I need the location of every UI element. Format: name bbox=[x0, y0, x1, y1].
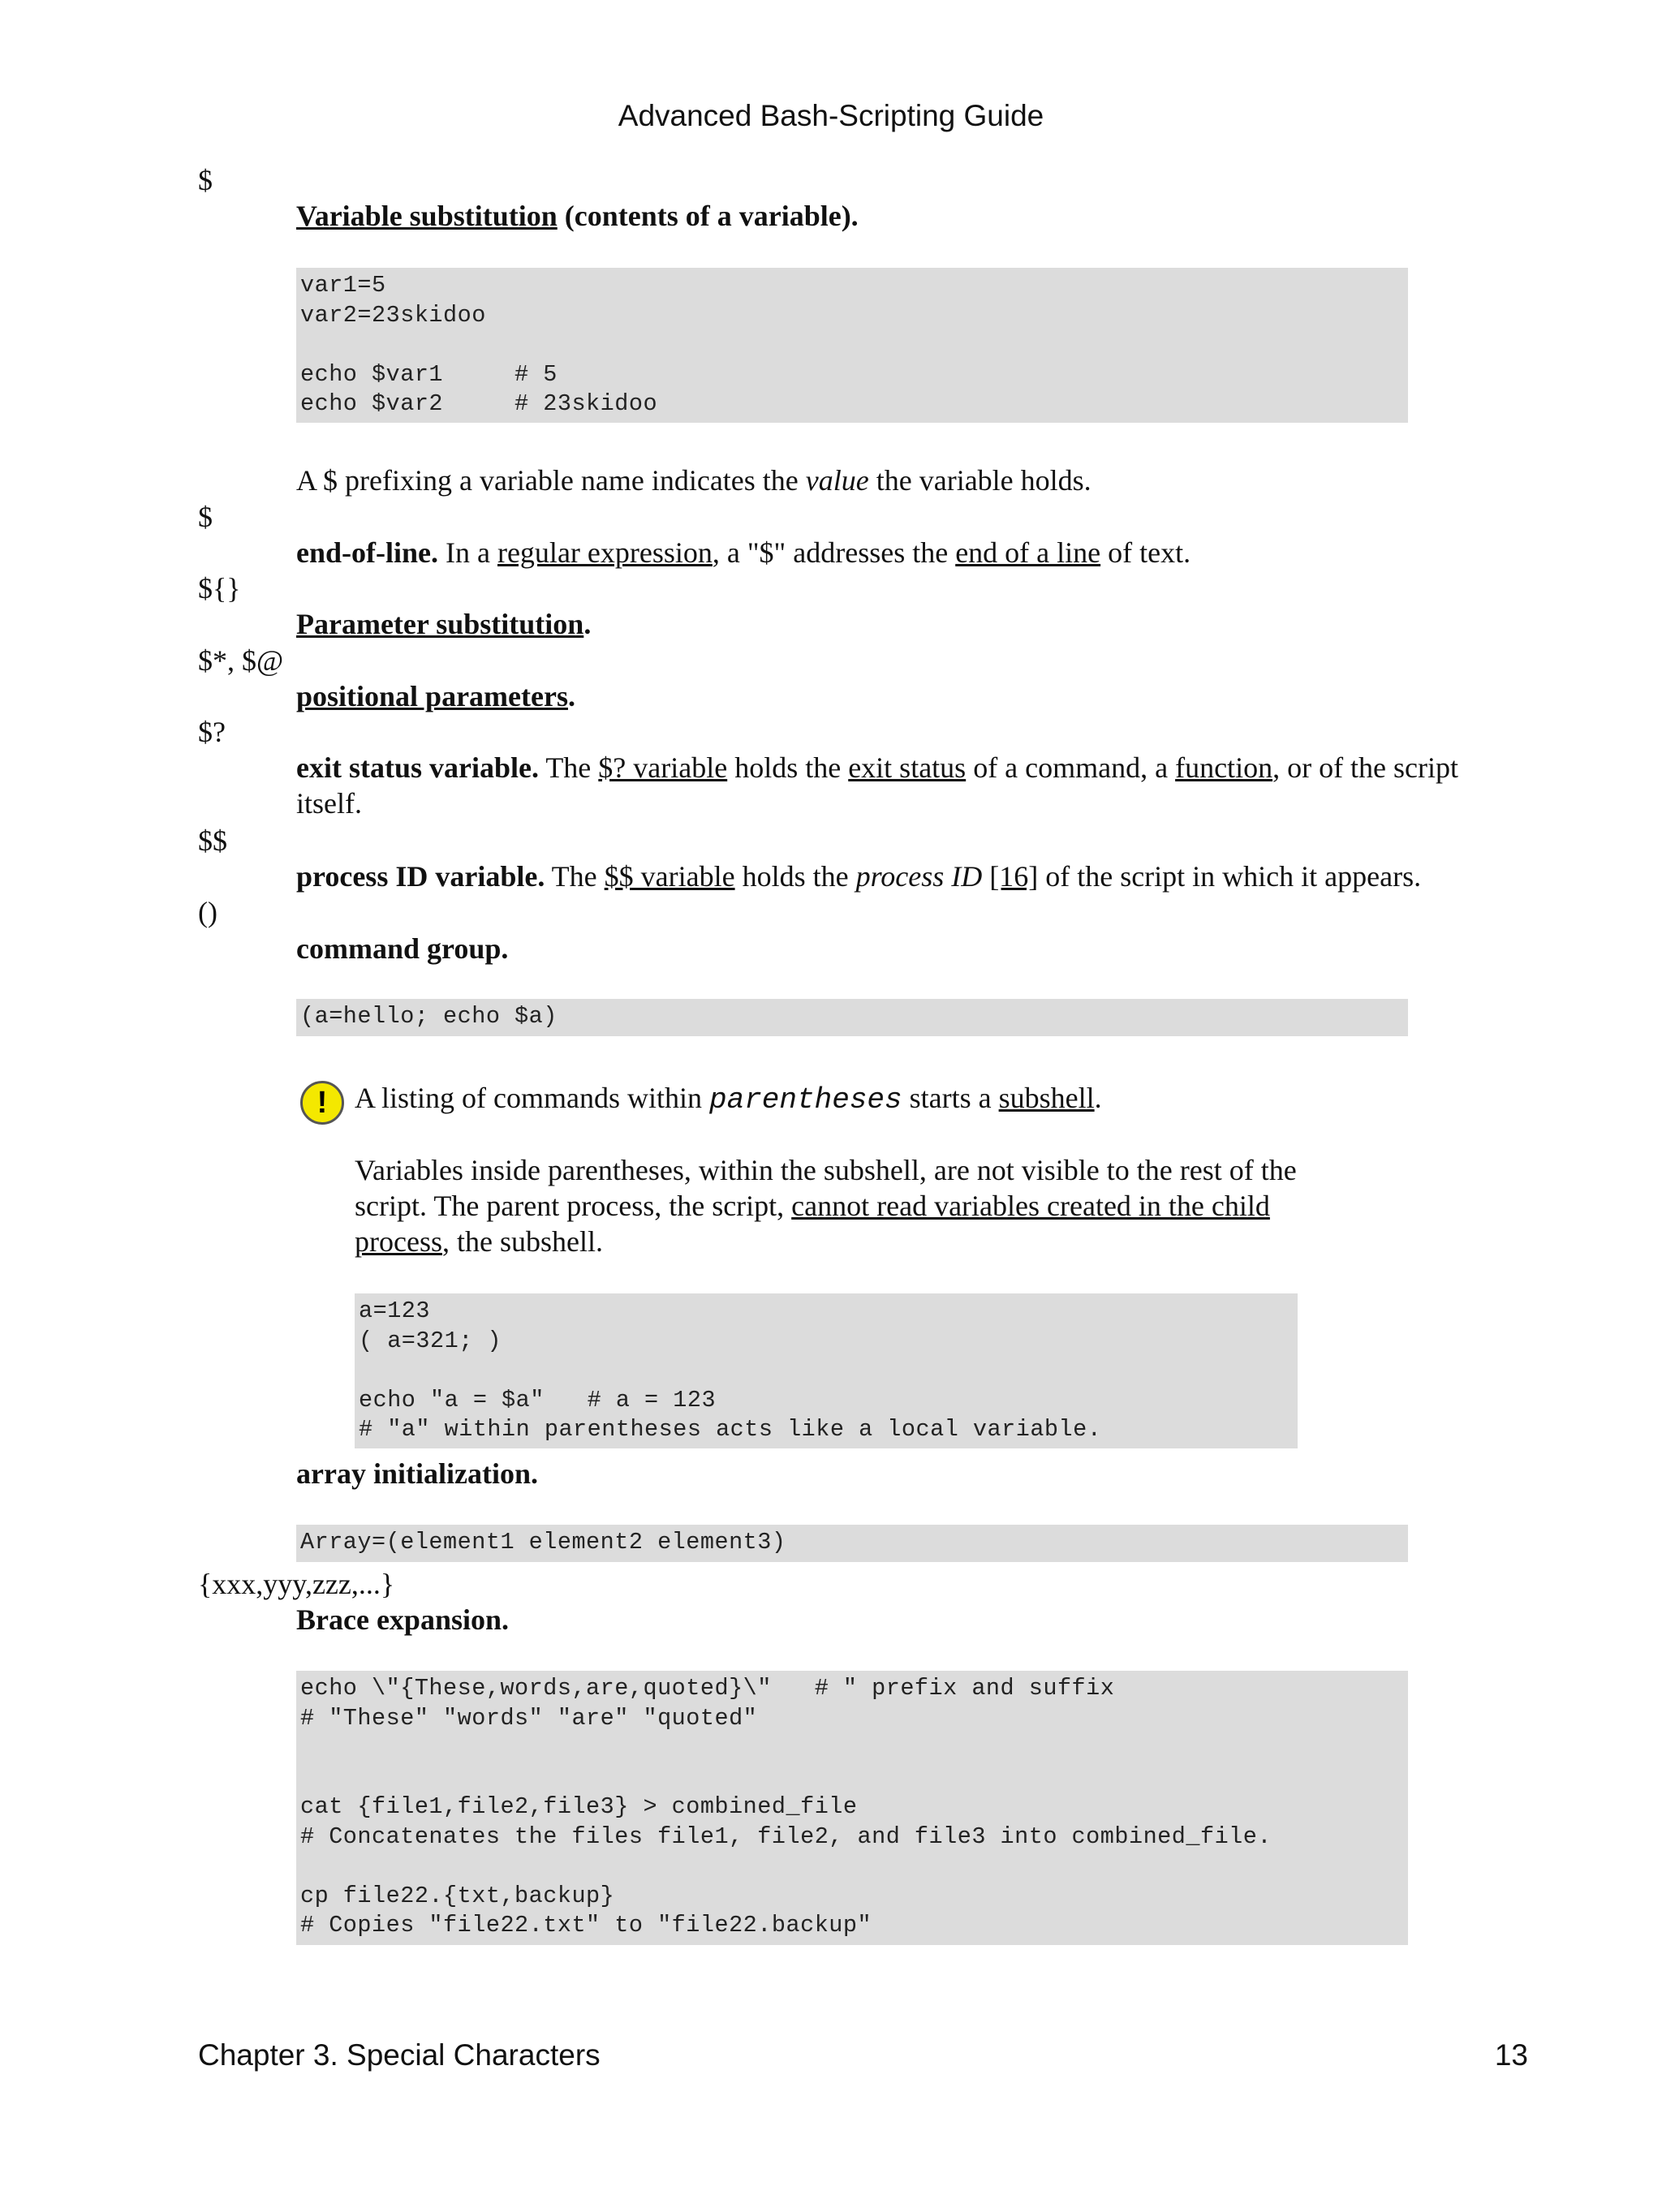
term-dollar-braces: ${} bbox=[198, 572, 241, 605]
def-bold: Brace expansion. bbox=[296, 1603, 510, 1636]
term-parentheses: () bbox=[198, 896, 217, 928]
def-emphasis: process ID bbox=[855, 860, 983, 893]
variable-substitution-link[interactable]: Variable substitution bbox=[296, 200, 558, 232]
code-block-array: Array=(element1 element2 element3) bbox=[296, 1525, 1408, 1562]
def-text: holds the bbox=[734, 860, 856, 893]
def-bold: exit status variable. bbox=[296, 751, 539, 784]
def-text: of a command, a bbox=[966, 751, 1176, 784]
def-process-id bbox=[296, 859, 1513, 894]
page-number: 13 bbox=[1494, 2038, 1528, 2072]
note-text: . bbox=[1094, 1082, 1102, 1114]
def-brace-expansion bbox=[296, 1602, 1513, 1637]
page-header: Advanced Bash-Scripting Guide bbox=[618, 99, 1044, 132]
def-text: , a "$" addresses the bbox=[712, 536, 956, 569]
note-text: A $ prefixing a variable name indicates the bbox=[296, 464, 806, 497]
positional-parameters-link[interactable]: positional parameters bbox=[296, 680, 568, 712]
end-of-line-link[interactable]: end of a line bbox=[955, 536, 1101, 569]
term-exit-status: $? bbox=[198, 716, 226, 748]
term-brace-expansion: {xxx,yyy,zzz,...} bbox=[198, 1568, 395, 1600]
def-text bbox=[982, 860, 989, 893]
code-block-subshell: a=123 ( a=321; ) echo "a = $a" # a = 123 # "a" within parentheses acts like a local variable. bbox=[355, 1293, 1298, 1448]
footnote-16-link[interactable]: [16] bbox=[989, 860, 1039, 893]
term-positional: $*, $@ bbox=[198, 644, 284, 677]
exit-status-variable-link[interactable]: $? variable bbox=[598, 751, 728, 784]
note-mono: parentheses bbox=[709, 1083, 902, 1117]
def-array-initialization bbox=[296, 1456, 1513, 1491]
child-process-link[interactable]: cannot read variables created in the child process bbox=[355, 1190, 1270, 1258]
exit-status-link[interactable]: exit status bbox=[848, 751, 967, 784]
def-bold: end-of-line. bbox=[296, 536, 438, 569]
function-link[interactable]: function bbox=[1175, 751, 1273, 784]
def-text: The bbox=[538, 751, 599, 784]
def-text: The bbox=[545, 860, 605, 893]
def-text: holds the bbox=[727, 751, 849, 784]
note-text: A listing of commands within bbox=[355, 1082, 709, 1114]
regular-expression-link[interactable]: regular expression bbox=[497, 536, 713, 569]
def-text: . bbox=[583, 608, 592, 640]
def-text: of text. bbox=[1100, 536, 1191, 569]
code-block-command-group: (a=hello; echo $a) bbox=[296, 999, 1408, 1036]
note-text: Variables inside parentheses, within the subshell, are not visible to the rest of the script. The parent process, the script, bbox=[355, 1154, 1297, 1222]
def-parameter-substitution bbox=[296, 606, 1513, 642]
note-dollar-prefix bbox=[296, 463, 1513, 498]
def-text: of the script in which it appears. bbox=[1038, 860, 1422, 893]
subshell-link[interactable]: subshell bbox=[998, 1082, 1095, 1114]
pid-variable-link[interactable]: $$ variable bbox=[604, 860, 735, 893]
def-text: (contents of a variable). bbox=[557, 200, 859, 232]
code-block-brace-expansion: echo \"{These,words,are,quoted}\" # " prefix and suffix # "These" "words" "are" "quoted" cat {file1,file2,file3} > combined_file # Concatenates the files file1, file2, and file3 into combined_file. cp file22.{txt,backup} # Copies "file22.txt" to "file22.backup" bbox=[296, 1671, 1408, 1945]
def-bold: command group. bbox=[296, 932, 509, 965]
note-subshell-variables bbox=[355, 1152, 1353, 1259]
def-text: In a bbox=[438, 536, 497, 569]
warning-icon: ! bbox=[300, 1081, 344, 1125]
code-block-variable-substitution: var1=5 var2=23skidoo echo $var1 # 5 echo $var2 # 23skidoo bbox=[296, 268, 1408, 423]
note-emphasis: value bbox=[805, 464, 869, 497]
term-dollar-eol: $ bbox=[198, 501, 213, 533]
note-subshell bbox=[355, 1080, 1353, 1118]
term-dollar: $ bbox=[198, 164, 213, 196]
def-exit-status bbox=[296, 750, 1513, 821]
parameter-substitution-link[interactable]: Parameter substitution bbox=[296, 608, 584, 640]
def-text: , or of the script itself. bbox=[296, 751, 1459, 820]
term-process-id: $$ bbox=[198, 824, 227, 857]
def-variable-substitution bbox=[296, 198, 1513, 234]
note-text: the variable holds. bbox=[868, 464, 1091, 497]
def-positional-parameters bbox=[296, 678, 1513, 714]
note-text: starts a bbox=[902, 1082, 999, 1114]
def-end-of-line bbox=[296, 535, 1513, 570]
def-bold: array initialization. bbox=[296, 1457, 538, 1490]
def-text: . bbox=[567, 680, 575, 712]
footer-chapter: Chapter 3. Special Characters bbox=[198, 2038, 601, 2072]
def-bold: process ID variable. bbox=[296, 860, 545, 893]
def-command-group bbox=[296, 931, 1513, 966]
note-text: , the subshell. bbox=[441, 1225, 603, 1258]
